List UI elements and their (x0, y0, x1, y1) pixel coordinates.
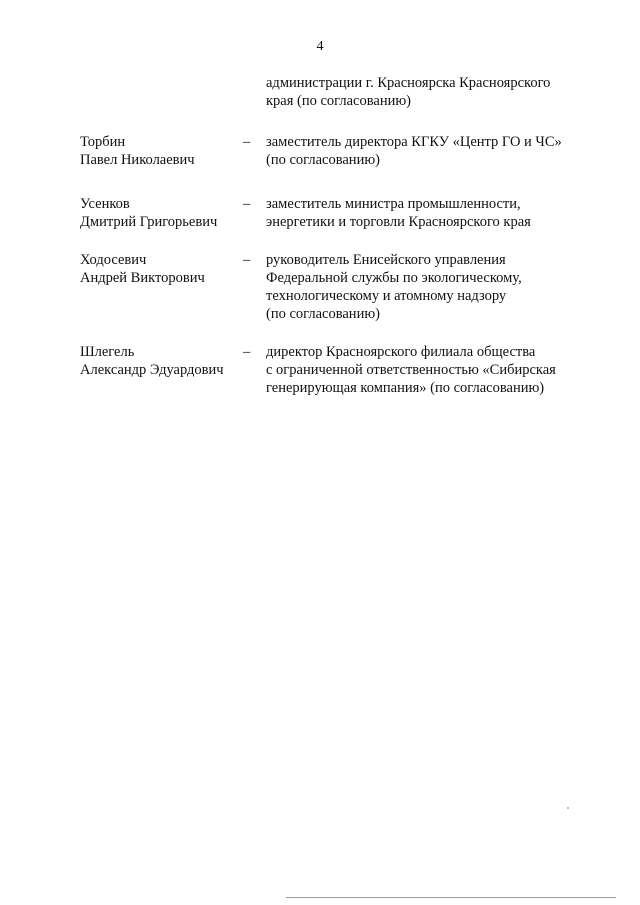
dash-separator: – (243, 344, 251, 360)
member-name (80, 195, 240, 231)
member-given-names: Дмитрий Григорьевич (80, 214, 218, 230)
member-given-names: Андрей Викторович (80, 270, 205, 286)
member-name (80, 343, 240, 379)
dash-separator: – (243, 134, 251, 150)
role-line: технологическому и атомному надзору (266, 288, 507, 304)
role-line: энергетики и торговли Красноярского края (266, 214, 531, 230)
bottom-rule (286, 897, 616, 898)
member-given-names: Павел Николаевич (80, 152, 195, 168)
dash-separator: – (243, 252, 251, 268)
scan-speck (567, 807, 569, 809)
member-role (266, 195, 611, 231)
member-surname: Торбин (80, 134, 126, 150)
member-role (266, 251, 611, 323)
member-role (266, 343, 611, 397)
member-given-names: Александр Эдуардович (80, 362, 224, 378)
member-role (266, 133, 611, 169)
role-line: Федеральной службы по экологическому, (266, 270, 522, 286)
role-line: заместитель министра промышленности, (266, 196, 521, 212)
role-line: (по согласованию) (266, 152, 380, 168)
member-surname: Усенков (80, 196, 130, 212)
continued-role-text (266, 74, 606, 110)
role-line: администрации г. Красноярска Красноярского (266, 75, 551, 91)
page-number: 4 (316, 39, 324, 54)
role-line: с ограниченной ответственностью «Сибирская (266, 362, 556, 378)
member-surname: Шлегель (80, 344, 135, 360)
role-line: края (по согласованию) (266, 93, 412, 109)
role-line: (по согласованию) (266, 306, 380, 322)
role-line: руководитель Енисейского управления (266, 252, 506, 268)
member-surname: Ходосевич (80, 252, 147, 268)
role-line: заместитель директора КГКУ «Центр ГО и ЧС» (266, 134, 562, 150)
role-line: директор Красноярского филиала общества (266, 344, 536, 360)
role-line: генерирующая компания» (по согласованию) (266, 380, 545, 396)
member-name (80, 251, 240, 287)
member-name (80, 133, 240, 169)
dash-separator: – (243, 196, 251, 212)
